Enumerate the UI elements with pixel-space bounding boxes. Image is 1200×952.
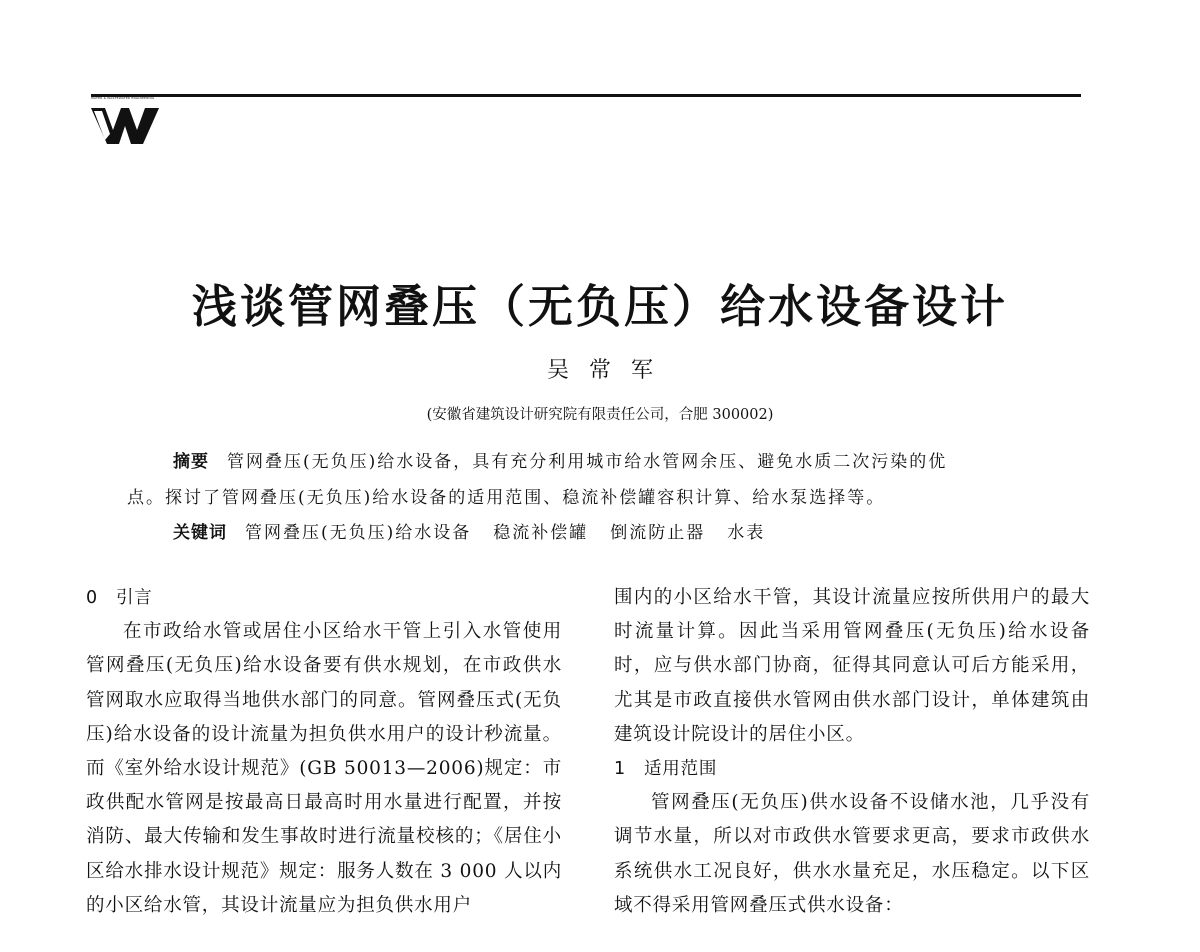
abstract-label: 摘要 xyxy=(173,452,209,472)
keywords-label: 关键词 xyxy=(173,523,227,543)
abstract-line-1 xyxy=(173,447,947,472)
author-affiliation: (安徽省建筑设计研究院有限责任公司，合肥 300002) xyxy=(426,407,774,423)
section-title: 引言 xyxy=(116,588,153,608)
abstract-text-1: 管网叠压(无负压)给水设备，具有充分利用城市给水管网余压、避免水质二次污染的优 xyxy=(227,452,948,472)
section-title: 适用范围 xyxy=(644,759,718,780)
header-rule xyxy=(91,94,1081,97)
section-number: 0 xyxy=(86,588,98,608)
body-column-right xyxy=(614,581,1090,923)
body-column-left xyxy=(86,581,562,923)
keywords-line xyxy=(173,518,787,543)
keyword: 稳流补偿罐 xyxy=(493,523,589,543)
article-title: 浅谈管网叠压（无负压）给水设备设计 xyxy=(191,280,1008,333)
keyword: 水表 xyxy=(727,523,766,543)
body-paragraph: 管网叠压(无负压)供水设备不设储水池，几乎没有调节水量，所以对市政供水管要求更高，要求市政供水系统供水工况良好，供水水量充足，水压稳定。以下区域不得采用管网叠压式供水设备： xyxy=(614,792,1090,916)
section-number: 1 xyxy=(614,759,626,780)
keyword: 倒流防止器 xyxy=(610,523,706,543)
body-paragraph: 在市政给水管或居住小区给水干管上引入水管使用管网叠压(无负压)给水设备要有供水规划，在市政供水管网取水应取得当地供水部门的同意。管网叠压式(无负压)给水设备的设计流量为担负供水用户的设计秒流量。而《室外给水设计规范》(GB 50013—2006)规定：市政供配水管网是按最高日最高时用水量进行配置，并按消防、最大传输和发生事故时进行流量校核的；《居住小区给水排水设计规范》规定：服务人数在 3 000 人以内的小区给水管，其设计流量应为担负供水用户 xyxy=(86,621,562,916)
journal-logo-icon xyxy=(91,108,159,144)
section-heading xyxy=(614,752,1090,786)
body-paragraph: 围内的小区给水干管，其设计流量应按所供用户的最大时流量计算。因此当采用管网叠压(无负压)给水设备时，应与供水部门协商，征得其同意认可后方能采用，尤其是市政直接供水管网由供水部门设计，单体建筑由建筑设计院设计的居住小区。 xyxy=(614,587,1090,745)
journal-logo-text: WATER & WASTEWATER ENGINEERING xyxy=(91,96,155,100)
section-heading xyxy=(86,581,562,615)
abstract-line-2: 点。探讨了管网叠压(无负压)给水设备的适用范围、稳流补偿罐容积计算、给水泵选择等。 xyxy=(127,488,886,508)
keyword: 管网叠压(无负压)给水设备 xyxy=(245,523,472,543)
article-author: 吴常军 xyxy=(546,358,673,383)
